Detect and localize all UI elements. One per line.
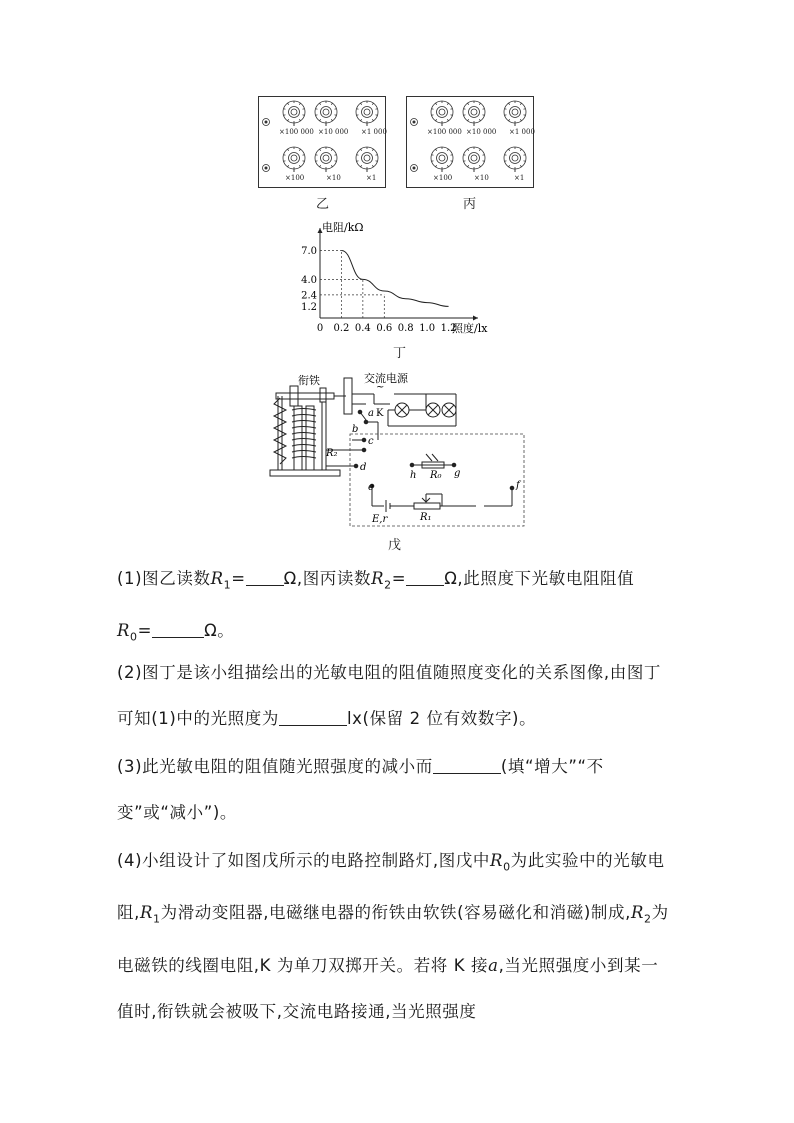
yi-terminal-dot-2	[265, 167, 268, 170]
answer-blank-trend[interactable]	[433, 755, 501, 774]
multiplier-bing-6: ×1	[514, 174, 525, 182]
question-3	[117, 744, 673, 836]
control-circuit	[370, 454, 514, 512]
figure-caption-wu: 戊	[388, 538, 402, 553]
ac-circuit	[326, 378, 456, 468]
ac-tilde: ~	[376, 382, 385, 393]
chart-ytick-label: 1.2	[301, 301, 317, 313]
bing-terminal-dot-1	[413, 121, 416, 124]
multiplier-bing-3: ×1 000	[509, 128, 535, 136]
sub-1-q4: 1	[152, 912, 161, 926]
answer-blank-r1[interactable]	[246, 567, 284, 586]
q4-text-d: 为电磁铁的线圈电阻,K 为单刀双掷开关。若将 K 接	[117, 903, 669, 975]
question-4	[117, 838, 673, 1035]
q3-text-a: (3)此光敏电阻的阻值随光照强度的减小而	[117, 757, 433, 776]
figure-caption-yi: 乙	[316, 197, 330, 212]
q2-text-b: lx(保留 2 位有效数字)。	[346, 709, 537, 728]
multiplier-bing-4: ×100	[433, 174, 453, 182]
chart-ytick-label: 2.4	[301, 290, 317, 302]
sub-1: 1	[223, 578, 232, 592]
q1-text-d: =	[391, 569, 407, 588]
sym-R2-q4: R	[630, 903, 644, 923]
q3-text-b: (填“增大”“不变”或“减小”)。	[117, 757, 604, 822]
chart-xtick-label: 1.2	[440, 323, 457, 334]
chart-xtick-label: 0	[316, 323, 324, 334]
sub-0: 0	[130, 630, 138, 644]
sub-2-q4: 2	[644, 912, 652, 926]
label-h: h	[410, 470, 417, 481]
chart-x-arrow	[473, 316, 478, 321]
resistance-illuminance-chart	[290, 218, 510, 338]
q4-text-f: ,当光照强度小到某一值时,衔铁就会被吸下,交流电路接通,当光照强度	[117, 955, 659, 1021]
q1-text-a: (1)图乙读数	[117, 569, 211, 588]
chart-ylabel: 电阻/kΩ	[322, 221, 364, 234]
yi-terminal-dot-1	[265, 121, 268, 124]
multiplier-yi-2: ×10 000	[318, 128, 349, 136]
label-b: b	[352, 424, 359, 435]
figure-caption-ding: 丁	[393, 346, 407, 361]
chart-xlabel: 照度/lx	[452, 322, 488, 335]
chart-ytick-label: 7.0	[301, 245, 317, 257]
answer-blank-r2[interactable]	[406, 567, 444, 586]
label-c: c	[368, 436, 374, 447]
chart-xtick-label: 0.8	[397, 323, 414, 334]
multiplier-yi-3: ×1 000	[361, 128, 387, 136]
answer-blank-r0[interactable]	[152, 619, 204, 638]
chart-xtick-label: 0.4	[354, 323, 371, 334]
label-R1: R₁	[420, 512, 432, 523]
multiplier-bing-1: ×100 000	[427, 128, 462, 136]
chart-xtick-label: 0.2	[333, 323, 350, 334]
label-g: g	[454, 468, 461, 479]
relay-structure	[270, 386, 340, 476]
sym-R1: R	[210, 569, 224, 588]
label-armature: 衔铁	[298, 374, 320, 387]
sym-R1-q4: R	[139, 903, 153, 923]
sym-R0: R	[117, 621, 131, 641]
chart-xtick-label: 0.6	[376, 323, 393, 334]
bing-terminal-dot-2	[413, 167, 416, 170]
question-1	[117, 556, 673, 661]
circuit-diagram-wu	[266, 366, 530, 530]
q1-text-e: Ω,此照度下光敏电阻阻值	[444, 569, 635, 588]
multiplier-yi-1: ×100 000	[279, 128, 314, 136]
label-ac-source: 交流电源	[364, 372, 408, 385]
q1-text-f: =	[137, 621, 153, 641]
multiplier-bing-5: ×10	[474, 174, 489, 182]
q1-text-b: =	[231, 569, 246, 588]
q1-text-g: Ω。	[204, 621, 235, 641]
q4-text-b: 为此实验中的光敏电阻,	[117, 851, 665, 923]
multiplier-yi-4: ×100	[285, 174, 305, 182]
q4-text-c: 为滑动变阻器,电磁继电器的衔铁由软铁(容易磁化和消磁)制成,	[160, 903, 631, 923]
label-R0: R₀	[430, 470, 442, 481]
figure-caption-bing: 丙	[463, 197, 477, 212]
chart-ytick-label: 4.0	[301, 274, 317, 286]
sym-R0-q4: R	[490, 851, 504, 870]
label-R2: R₂	[326, 448, 338, 459]
label-K: K	[376, 408, 384, 419]
multiplier-bing-2: ×10 000	[466, 128, 497, 136]
sym-R2: R	[371, 569, 385, 588]
q1-text-c: Ω,图丙读数	[283, 569, 372, 588]
label-Er: E,r	[372, 514, 388, 525]
question-2	[117, 650, 673, 742]
multiplier-yi-6: ×1	[366, 174, 377, 182]
q4-text-a: (4)小组设计了如图戊所示的电路控制路灯,图戊中	[117, 851, 491, 870]
label-d: d	[360, 462, 367, 473]
label-f: f	[516, 480, 520, 491]
label-e: e	[368, 482, 374, 493]
answer-blank-illuminance[interactable]	[279, 707, 347, 726]
label-a: a	[368, 408, 374, 419]
chart-xtick-label: 1.0	[419, 323, 436, 334]
sym-a-q4: a	[488, 955, 499, 975]
chart-curve	[341, 250, 448, 306]
multiplier-yi-5: ×10	[326, 174, 341, 182]
sub-2: 2	[384, 578, 392, 592]
sub-0-q4: 0	[503, 860, 511, 874]
q2-text-a: (2)图丁是该小组描绘出的光敏电阻的阻值随照度变化的关系图像,由图丁可知(1)中的光照度为	[117, 663, 662, 728]
